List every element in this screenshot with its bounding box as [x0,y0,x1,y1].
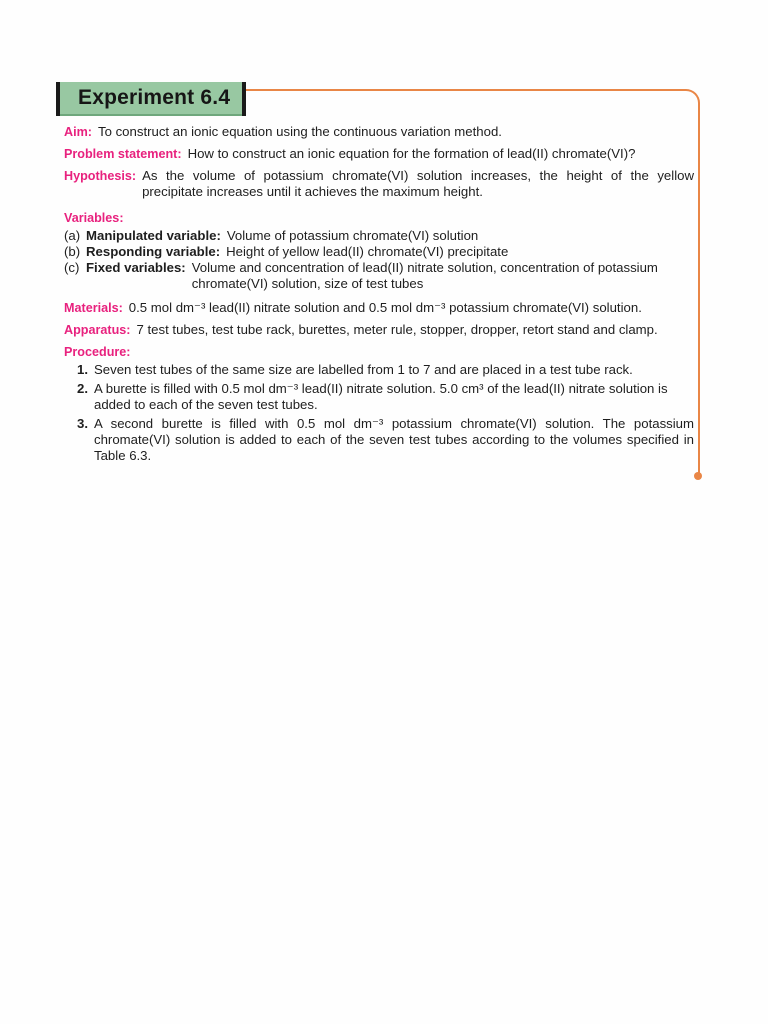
step-number: 2. [77,381,88,396]
variable-letter: (b) [64,244,81,259]
aim-label: Aim: [64,125,92,139]
experiment-content [64,124,694,467]
variable-item [64,228,694,244]
problem-statement-label: Problem statement: [64,147,182,161]
materials-text: 0.5 mol dm⁻³ lead(II) nitrate solution and 0.5 mol dm⁻³ potassium chromate(VI) solution. [128,300,642,315]
variable-text: Volume and concentration of lead(II) nitrate solution, concentration of potassium chromate(VI) solution, size of test tubes [191,260,658,291]
procedure-step [64,381,694,413]
materials-label: Materials: [64,301,123,315]
apparatus-text: 7 test tubes, test tube rack, burettes, meter rule, stopper, dropper, retort stand and clamp. [136,322,658,337]
aim-text: To construct an ionic equation using the continuous variation method. [98,124,502,139]
frame-end-dot [694,472,702,480]
step-text: A second burette is filled with 0.5 mol dm⁻³ potassium chromate(VI) solution. The potassium chromate(VI) solution is added to each of the seven test tubes according to the volumes specified in Table 6.3. [94,416,694,463]
variable-name: Manipulated variable: [86,228,221,243]
variable-name: Fixed variables: [86,260,186,275]
apparatus-row [64,322,694,338]
materials-row [64,300,694,316]
problem-statement-text: How to construct an ionic equation for the formation of lead(II) chromate(VI)? [187,146,636,161]
procedure-steps [64,362,694,464]
variable-text: Height of yellow lead(II) chromate(VI) precipitate [226,244,509,259]
experiment-title-badge [56,82,246,116]
apparatus-label: Apparatus: [64,323,131,337]
variables-heading: Variables: [64,211,124,225]
variable-name: Responding variable: [86,244,221,259]
procedure-step [64,362,694,378]
step-number: 3. [77,416,88,431]
hypothesis-row [64,168,694,200]
variable-text: Volume of potassium chromate(VI) solution [226,228,479,243]
variable-item [64,260,694,292]
step-text: A burette is filled with 0.5 mol dm⁻³ lead(II) nitrate solution. 5.0 cm³ of the lead(II) nitrate solution is added to each of the seven test tubes. [94,381,668,412]
variable-letter: (c) [64,260,80,275]
step-number: 1. [77,362,88,377]
problem-statement-row [64,146,694,162]
step-text: Seven test tubes of the same size are labelled from 1 to 7 and are placed in a test tube rack. [94,362,633,377]
hypothesis-text: As the volume of potassium chromate(VI) solution increases, the height of the yellow precipitate increases until it achieves the maximum height. [142,168,694,199]
procedure-heading: Procedure: [64,345,131,359]
procedure-step [64,416,694,464]
experiment-title: Experiment 6.4 [78,86,231,109]
aim-row [64,124,694,140]
variable-letter: (a) [64,228,81,243]
variable-item [64,244,694,260]
hypothesis-label: Hypothesis: [64,169,137,183]
